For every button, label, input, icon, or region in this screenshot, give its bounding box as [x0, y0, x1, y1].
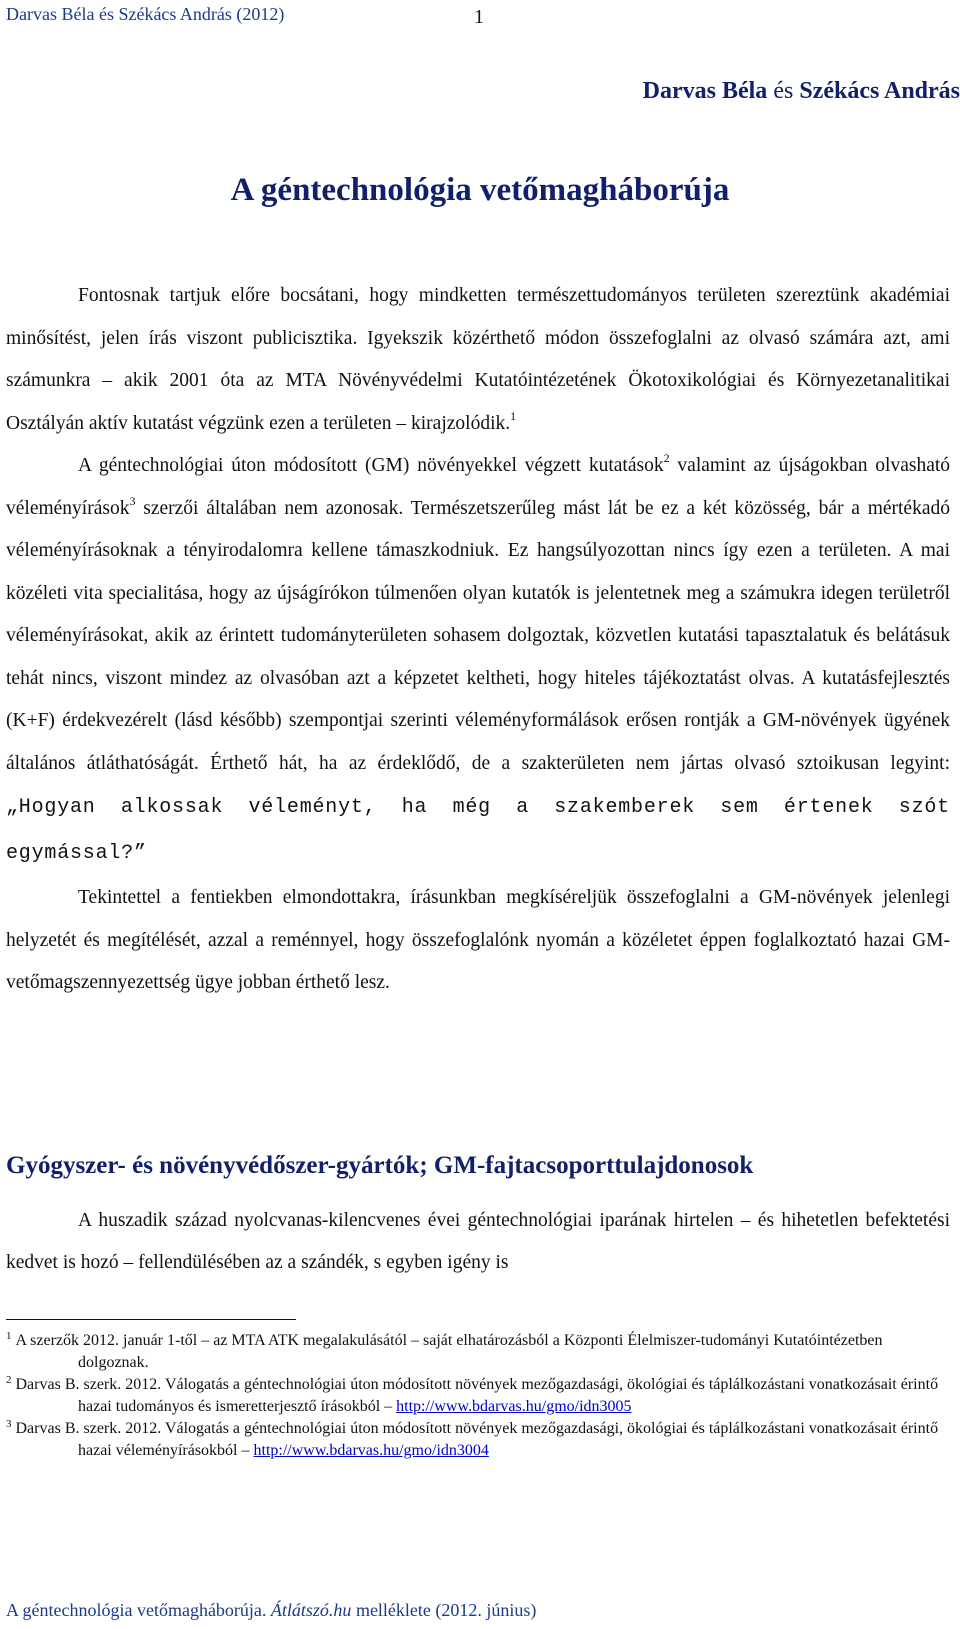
author-conjunction: és [773, 78, 794, 104]
footnote-ref-2[interactable]: 2 [663, 451, 670, 465]
footnote-3 [6, 1418, 950, 1461]
body-text [6, 275, 950, 1005]
author-first: Darvas Béla [642, 78, 768, 104]
section-paragraph: A huszadik század nyolcvanas-kilencvenes évei géntechnológiai iparának hirtelen – és hihetetlen befektetési kedvet is hozó – fellendülésében az a szándék, s egyben igény is [6, 1210, 950, 1273]
footnote-number: 3 [6, 1418, 12, 1430]
footer-title: A géntechnológia vetőmagháborúja. [6, 1600, 271, 1620]
footer-site: Átlátszó.hu [270, 1600, 352, 1620]
footnote-number: 1 [6, 1330, 12, 1342]
footnotes [6, 1330, 950, 1462]
author-second: Székács András [799, 78, 960, 104]
footnote-text: A szerzők 2012. január 1-től – az MTA ATK megalakulásától – saját elhatározásból a Központi Élelmiszer-tudományi Kutatóintézetben dolgoznak. [15, 1332, 883, 1371]
footnote-number: 2 [6, 1374, 12, 1386]
section-heading: Gyógyszer- és növényvédőszer-gyártók; GM-fajtacsoporttulajdonosok [6, 1152, 754, 1179]
paragraph-gm-text-b: valamint az újságokban olvasható véleményírások [6, 455, 951, 519]
reader-quote: „Hogyan alkossak véleményt, ha még a szakemberek sem értenek szót egymással?” [6, 796, 950, 865]
footnote-text: Darvas B. szerk. 2012. Válogatás a géntechnológiai úton módosított növények mezőgazdasági, ökológiai és táplálkozástani vonatkozásait érintő hazai tudományos és ismeretterjesztő írásokból – [15, 1376, 939, 1415]
footnote-1 [6, 1330, 950, 1373]
footnote-link[interactable]: http://www.bdarvas.hu/gmo/idn3004 [253, 1441, 489, 1459]
footnote-link[interactable]: http://www.bdarvas.hu/gmo/idn3005 [396, 1397, 632, 1415]
section-body [6, 1200, 950, 1284]
footer-rest: melléklete (2012. június) [351, 1600, 537, 1620]
page-number: 1 [474, 6, 484, 28]
footnote-2 [6, 1374, 950, 1417]
authors [643, 78, 960, 105]
page-title: A géntechnológia vetőmagháborúja [230, 172, 730, 208]
running-header: Darvas Béla és Székács András (2012) [6, 4, 285, 24]
paragraph-summary: Tekintettel a fentiekben elmondottakra, írásunkban megkíséreljük összefoglalni a GM-növények jelenlegi helyzetét és megítélését, azzal a reménnyel, hogy összefoglalónk nyomán a közéletet éppen foglalkoztató hazai GM-vetőmagszennyezettség ügye jobban érthető lesz. [6, 887, 950, 993]
paragraph-intro-text: Fontosnak tartjuk előre bocsátani, hogy mindketten természettudományos területen szereztünk akadémiai minősítést, jelen írás viszont publicisztika. Igyekszik közérthető módon összefoglalni az olvasó számára azt, ami számunkra – akik 2001 óta az MTA Növényvédelmi Kutatóintézetének Ökotoxikológiai és Környezetanalitikai Osztályán aktív kutatást végzünk ezen a területen – kirajzolódik. [6, 285, 950, 434]
footnote-ref-3[interactable]: 3 [129, 493, 136, 508]
footnote-ref-1[interactable]: 1 [510, 408, 517, 423]
footnote-text: Darvas B. szerk. 2012. Válogatás a géntechnológiai úton módosított növények mezőgazdasági, ökológiai és táplálkozástani vonatkozásait érintő hazai véleményírásokból – [15, 1420, 939, 1459]
paragraph-gm-text-a: A géntechnológiai úton módosított (GM) növényekkel végzett kutatások [78, 455, 664, 476]
paragraph-gm-research [6, 445, 950, 877]
page-footer [6, 1600, 536, 1621]
paragraph-intro [6, 275, 950, 445]
footnote-separator [6, 1319, 296, 1320]
paragraph-gm-text-c: szerzői általában nem azonosak. Természetszerűleg mást lát be ez a két közösség, bár a mértékadó véleményírásoknak a tényirodalomra kellene támaszkodniuk. Ez hangsúlyozottan nincs így ezen a területen. A mai közéleti vita specialitása, hogy az újságírókon túlmenően olyan kutatók is jelentetnek meg a számukra idegen területről véleményírásokat, akik az érintett tudományterületen sohasem dolgoztak, közvetlen kutatási tapasztalatuk és belátásuk tehát nincs, viszont mindez az olvasóban azt a képzetet keltheti, hogy hiteles tájékoztatást olvas. A kutatásfejlesztés (K+F) érdekvezérelt (lásd később) szempontjai szerinti véleményformálások erősen rontják a GM-növények ügyének általános átláthatóságát. Érthető hát, ha az érdeklődő, de a szakterületen nem jártas olvasó sztoikusan legyint: [6, 497, 950, 774]
